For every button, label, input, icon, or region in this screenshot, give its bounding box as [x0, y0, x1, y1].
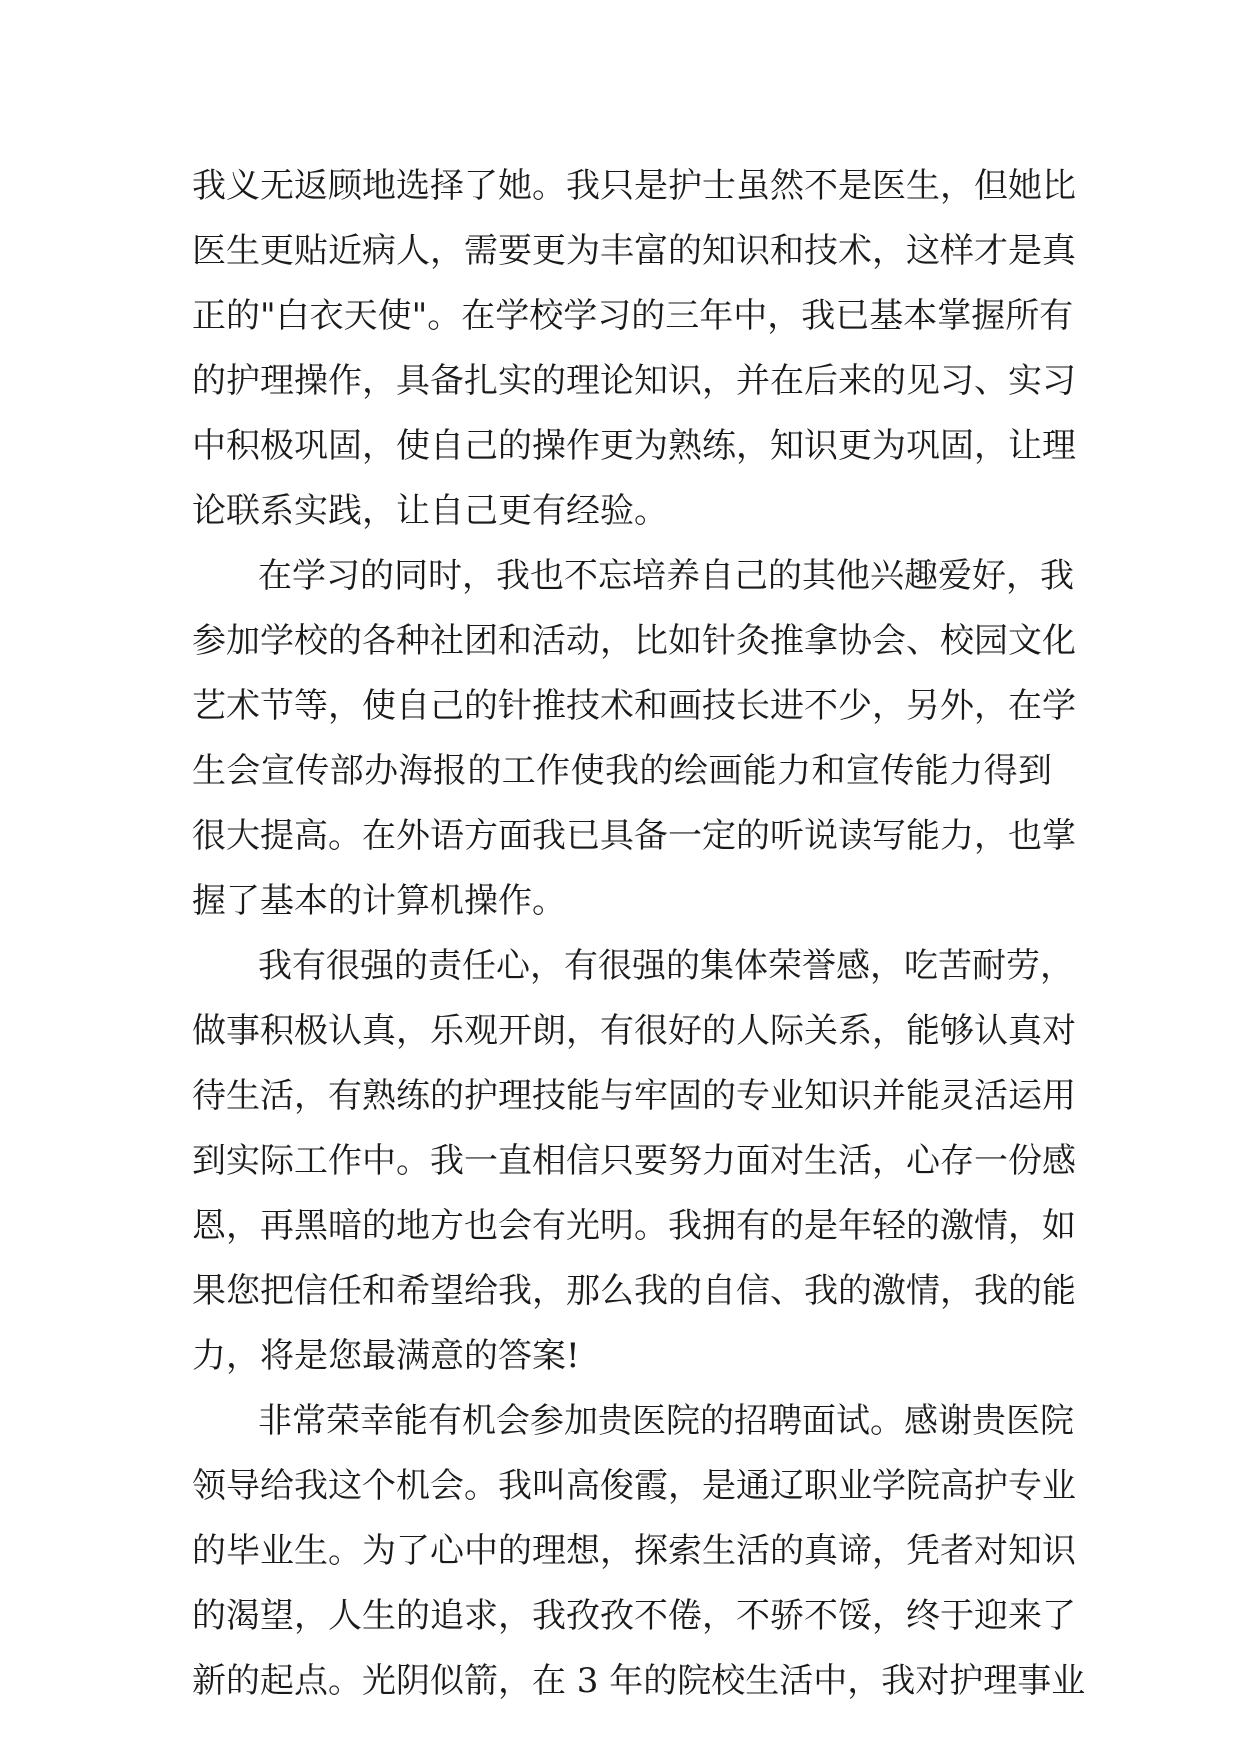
text-line: 我义无返顾地选择了她。我只是护士虽然不是医生，但她比 — [192, 166, 1076, 206]
text-line: 领导给我这个机会。我叫高俊霞，是通辽职业学院高护专业 — [192, 1466, 1076, 1506]
text-line: 非常荣幸能有机会参加贵医院的招聘面试。感谢贵医院 — [258, 1401, 1074, 1441]
text-line: 新的起点。光阴似箭，在 3 年的院校生活中，我对护理事业 — [192, 1661, 1086, 1701]
text-line: 到实际工作中。我一直相信只要努力面对生活，心存一份感 — [192, 1141, 1076, 1181]
text-line: 很大提高。在外语方面我已具备一定的听说读写能力，也掌 — [192, 816, 1076, 856]
text-line: 医生更贴近病人，需要更为丰富的知识和技术，这样才是真 — [192, 231, 1076, 271]
text-line: 我有很强的责任心，有很强的集体荣誉感，吃苦耐劳， — [258, 946, 1074, 986]
text-line: 果您把信任和希望给我，那么我的自信、我的激情，我的能 — [192, 1271, 1076, 1311]
text-line: 恩，再黑暗的地方也会有光明。我拥有的是年轻的激情，如 — [192, 1206, 1076, 1246]
text-line: 的护理操作，具备扎实的理论知识，并在后来的见习、实习 — [192, 361, 1076, 401]
text-line: 做事积极认真，乐观开朗，有很好的人际关系，能够认真对 — [192, 1011, 1076, 1051]
text-line: 力，将是您最满意的答案! — [192, 1336, 580, 1376]
text-line: 待生活，有熟练的护理技能与牢固的专业知识并能灵活运用 — [192, 1076, 1076, 1116]
paragraph-3 — [192, 934, 1076, 1389]
text-line: 的毕业生。为了心中的理想，探索生活的真谛，凭者对知识 — [192, 1531, 1076, 1571]
text-line: 在学习的同时，我也不忘培养自己的其他兴趣爱好，我 — [258, 556, 1074, 596]
text-line: 的渴望，人生的追求，我孜孜不倦，不骄不馁，终于迎来了 — [192, 1596, 1076, 1636]
text-line: 握了基本的计算机操作。 — [192, 881, 566, 921]
document-body — [192, 154, 1086, 1714]
paragraph-1 — [192, 154, 1076, 544]
text-line: 生会宣传部办海报的工作使我的绘画能力和宣传能力得到 — [192, 751, 1052, 791]
text-line: 参加学校的各种社团和活动，比如针灸推拿协会、校园文化 — [192, 621, 1076, 661]
paragraph-4 — [192, 1389, 1086, 1714]
text-line: 艺术节等，使自己的针推技术和画技长进不少，另外，在学 — [192, 686, 1076, 726]
text-line: 中积极巩固，使自己的操作更为熟练，知识更为巩固，让理 — [192, 426, 1076, 466]
paragraph-2 — [192, 544, 1076, 934]
text-line: 正的"白衣天使"。在学校学习的三年中，我已基本掌握所有 — [192, 296, 1074, 336]
text-line: 论联系实践，让自己更有经验。 — [192, 491, 668, 531]
